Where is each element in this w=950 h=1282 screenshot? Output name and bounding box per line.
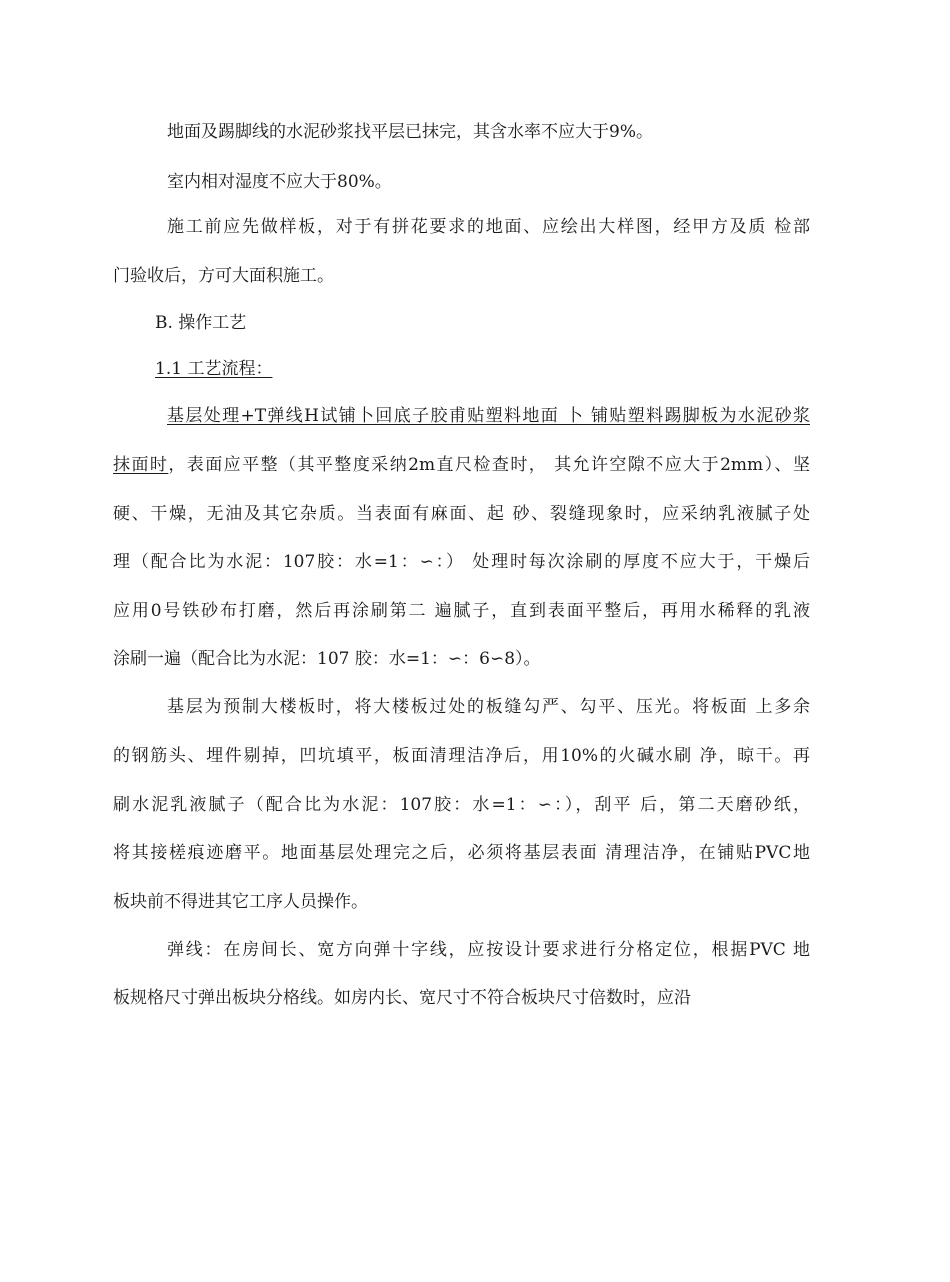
para-process-line-5: 应用0号铁砂布打磨，然后再涂刷第二 遍腻子，直到表面平整后，再用水稀释的乳液 <box>113 601 810 621</box>
para-layout-line-1: 弹线：在房间长、宽方向弹十字线，应按设计要求进行分格定位，根据PVC 地 <box>167 940 810 960</box>
para-slab-line-1: 基层为预制大楼板时，将大楼板过处的板缝勾严、勾平、压光。将板面 上多余 <box>167 697 810 717</box>
para-moisture-content: 地面及踢脚线的水泥砂浆找平层已抹完，其含水率不应大于9%。 <box>167 122 653 142</box>
para-sample-line-2: 门验收后，方可大面积施工。 <box>113 266 334 286</box>
para-process-line-3: 硬、干燥，无油及其它杂质。当表面有麻面、起 砂、裂缝现象时，应采纳乳液腻子处 <box>113 504 810 524</box>
para-process-line-1: 基层处理+T弹线H试铺卜回底子胶甫贴塑料地面 卜 铺贴塑料踢脚板为水泥砂浆 <box>167 406 810 426</box>
para-slab-line-4: 将其接槎痕迹磨平。地面基层处理完之后，必须将基层表面 清理洁净，在铺贴PVC地 <box>113 843 810 863</box>
para-sample-line-1: 施工前应先做样板，对于有拼花要求的地面、应绘出大样图，经甲方及质 检部 <box>167 217 810 237</box>
para-process-line-4: 理（配合比为水泥：107胶：水=1：∽：） 处理时每次涂刷的厚度不应大于，干燥后 <box>113 552 810 572</box>
para-slab-line-2: 的钢筋头、埋件剔掉，凹坑填平，板面清理洁净后，用10%的火碱水刷 净，晾干。再 <box>113 746 810 766</box>
para-process-line-2 <box>113 453 810 477</box>
para-layout-line-2: 板规格尺寸弹出板块分格线。如房内长、宽尺寸不符合板块尺寸倍数时，应沿 <box>113 988 691 1008</box>
underlined-text: 抹面时 <box>113 455 169 475</box>
line-text: ，表面应平整（其平整度采纳2m直尺检查时， 其允许空隙不应大于2mm）、坚 <box>168 455 810 475</box>
para-slab-line-5: 板块前不得进其它工序人员操作。 <box>113 892 368 912</box>
para-relative-humidity: 室内相对湿度不应大于80%。 <box>167 172 392 192</box>
section-heading-operation: B. 操作工艺 <box>155 313 247 333</box>
para-slab-line-3: 刷水泥乳液腻子（配合比为水泥：107胶：水=1：∽：），刮平 后，第二天磨砂纸， <box>113 795 810 815</box>
para-process-line-6: 涂刷一遍（配合比为水泥：107 胶：水=1：∽：6∽8）。 <box>113 649 541 669</box>
subsection-heading-process-flow: 1.1 工艺流程： <box>155 359 273 379</box>
